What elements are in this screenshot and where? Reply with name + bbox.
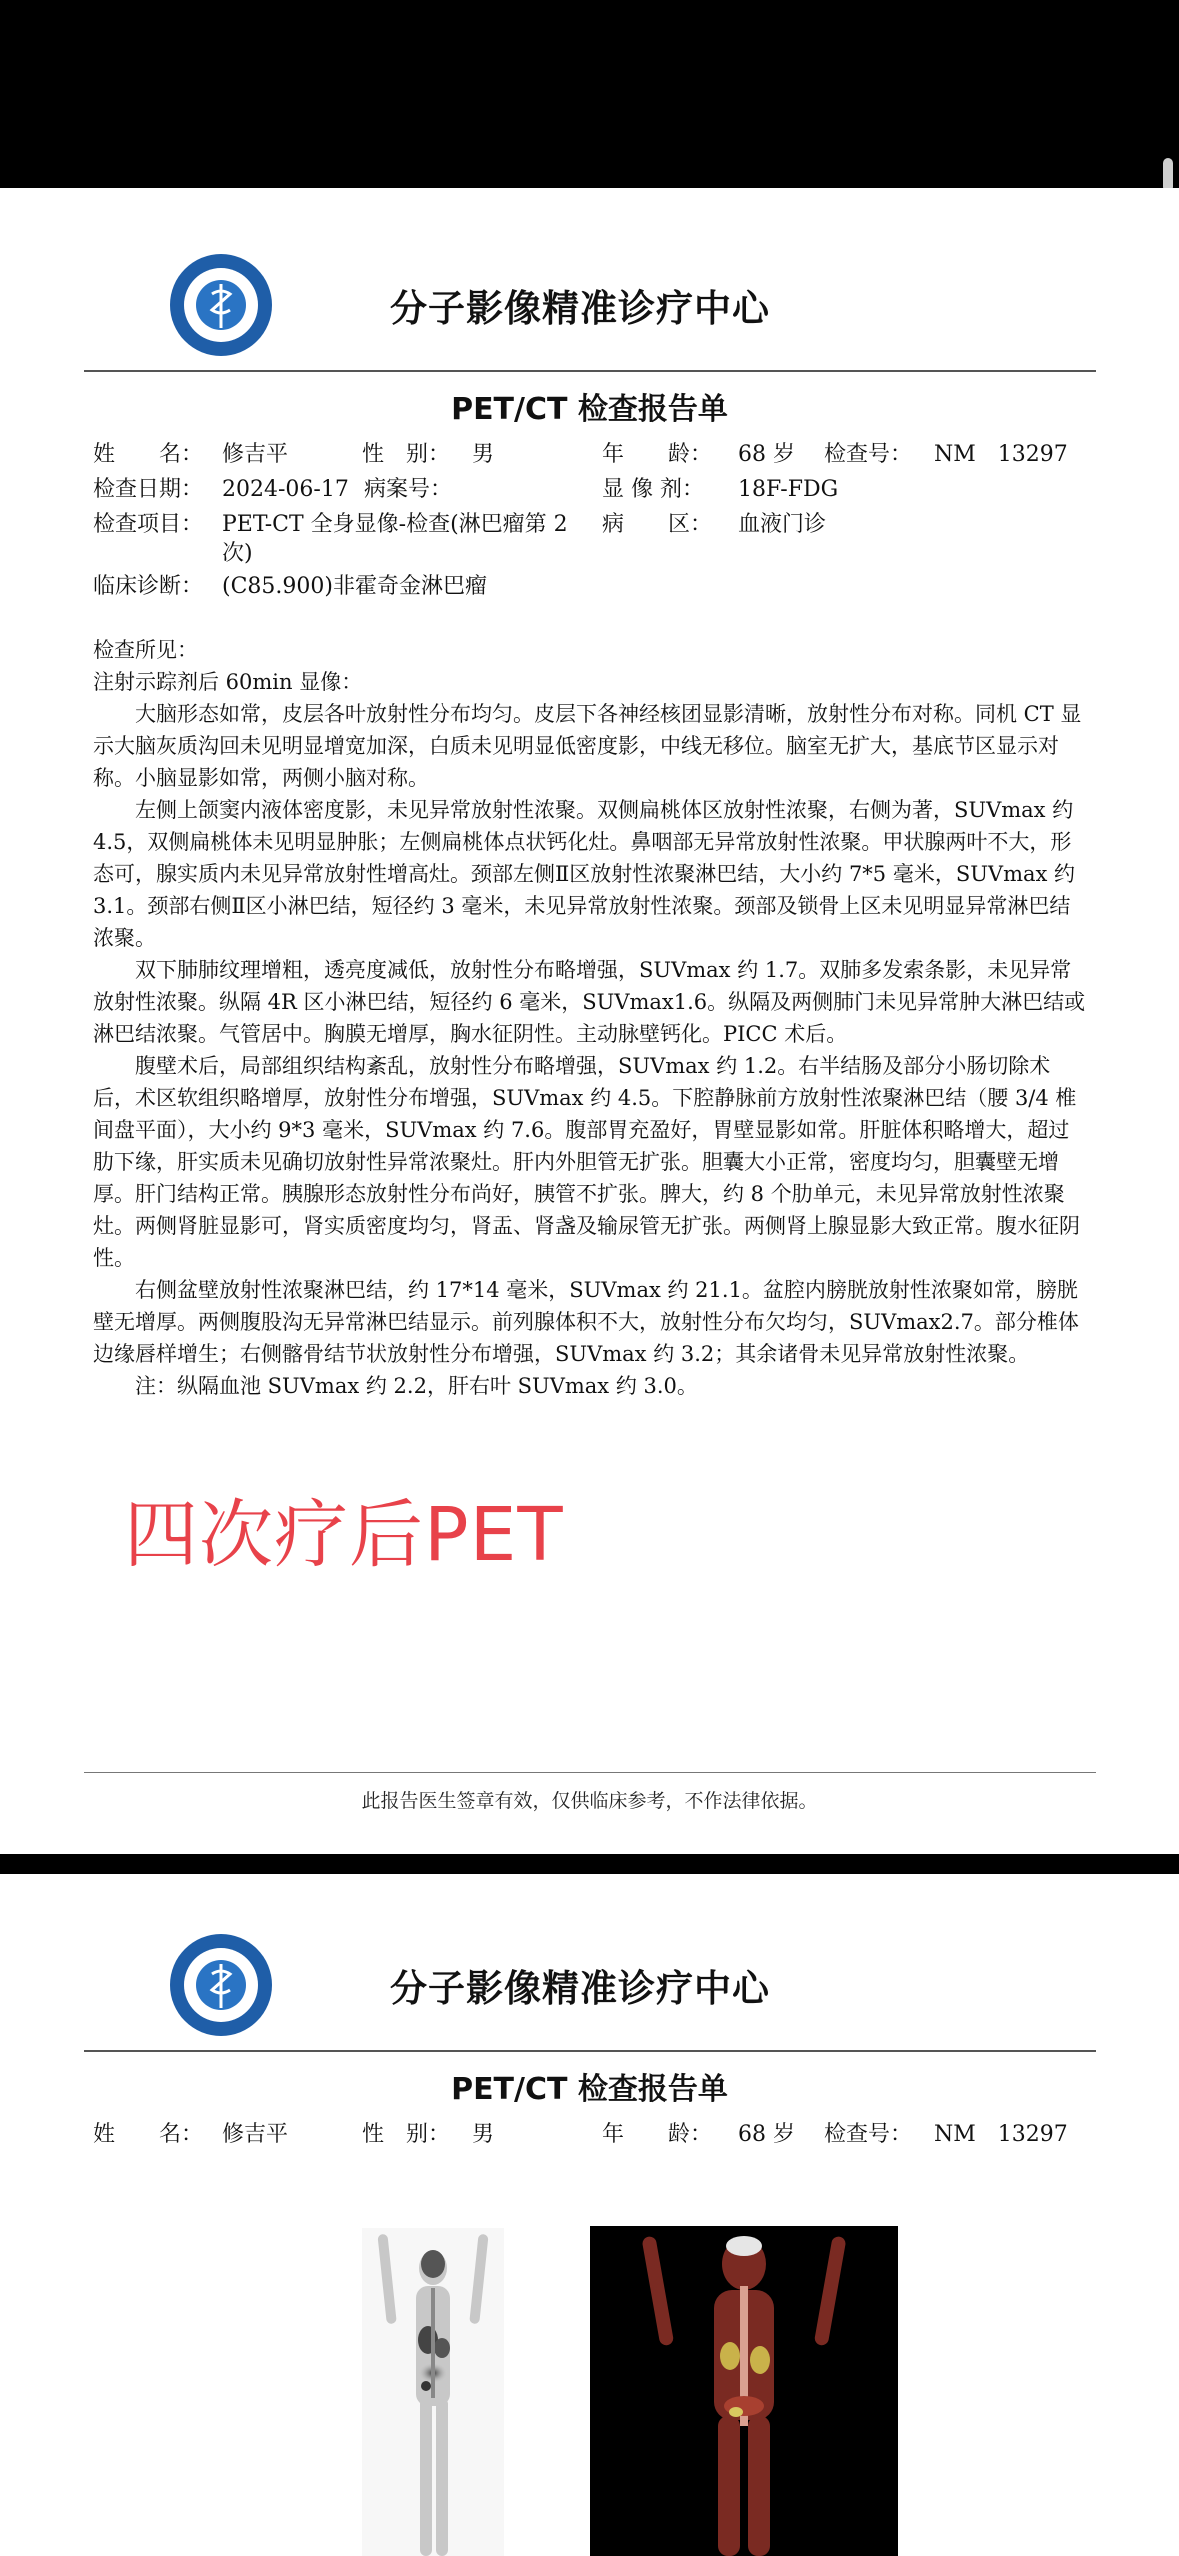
exam-date-label: 检查日期： [93,477,204,502]
patient-name: 修吉平 [222,442,289,467]
findings-paragraph-pelvis: 右侧盆壁放射性浓聚淋巴结，约 17*14 毫米，SUVmax 约 21.1。盆腔内膀胱放射性浓聚如常，膀胱壁无增厚。两侧腹股沟无异常淋巴结显示。前列腺体积不大，放射性分布欠均匀，SUVmax2.7。部分椎体边缘唇样增生；右侧髂骨结节状放射性分布增强，SUVmax 约 3.2；其余诸骨未见异常放射性浓聚。 [93,1278,1079,1366]
exam-item-label: 检查项目： [93,512,204,537]
patient-sex: 男 [472,2122,495,2147]
exam-no: NM 13297 [934,2122,1068,2147]
ward: 血液门诊 [738,512,827,537]
handwritten-annotation: 四次疗后PET [124,1492,564,1578]
patient-name: 修吉平 [222,2122,289,2147]
findings-title: 检查所见： [93,638,198,662]
imaging-agent: 18F-FDG [738,477,839,502]
footer-disclaimer: 此报告医生签章有效，仅供临床参考，不作法律依据。 [361,1790,818,1812]
report-title: PET/CT 检查报告单 [451,2072,728,2107]
pet-mip-image [362,2228,504,2556]
age-label: 年 龄： [602,2122,713,2147]
name-label: 姓 名： [93,2122,204,2147]
name-label: 姓 名： [93,442,204,467]
record-no-label: 病案号： [364,477,453,502]
findings-paragraph-abdomen: 腹壁术后，局部组织结构紊乱，放射性分布略增强，SUVmax 约 1.2。右半结肠及部分小肠切除术后，术区软组织略增厚，放射性分布增强，SUVmax 约 4.5。下腔静脉前方放射性浓聚淋巴结（腰 3/4 椎间盘平面），大小约 9*3 毫米，SUVmax 约 7.6。腹部胃充盈好，胃壁显影如常。肝脏体积略增大，超过肋下缘，肝实质未见确切放射性异常浓聚灶。肝内外胆管无扩张。胆囊大小正常，密度均匀，胆囊壁无增厚。肝门结构正常。胰腺形态放射性分布尚好，胰管不扩张。脾大，约 8 个肋单元，未见异常放射性浓聚灶。两侧肾脏显影可，肾实质密度均匀，肾盂、肾盏及输尿管无扩张。两侧肾上腺显影大致正常。腹水征阴性。 [93,1054,1080,1270]
report-page-2 [0,1874,1179,2556]
exam-date: 2024-06-17 [222,477,349,502]
sex-label: 性 别： [362,442,451,467]
age-label: 年 龄： [602,442,713,467]
scrollbar-thumb[interactable] [1163,158,1173,192]
patient-sex: 男 [472,442,495,467]
hospital-logo [170,254,272,356]
findings-paragraph-neck: 左侧上颌窦内液体密度影，未见异常放射性浓聚。双侧扁桃体区放射性浓聚，右侧为著，SUVmax 约 4.5，双侧扁桃体未见明显肿胀；左侧扁桃体点状钙化灶。鼻咽部无异常放射性浓聚。甲状腺两叶不大，形态可，腺实质内未见异常放射性增高灶。颈部左侧Ⅱ区放射性浓聚淋巴结，大小约 7*5 毫米，SUVmax 约 3.1。颈部右侧Ⅱ区小淋巴结，短径约 3 毫米，未见异常放射性浓聚。颈部及锁骨上区未见明显异常淋巴结浓聚。 [93,798,1076,950]
header-divider [84,2050,1096,2052]
center-name: 分子影像精准诊疗中心 [390,287,770,330]
findings-note: 注：纵隔血池 SUVmax 约 2.2，肝右叶 SUVmax 约 3.0。 [135,1374,698,1398]
footer-divider [84,1772,1096,1773]
diagnosis: (C85.900)非霍奇金淋巴瘤 [222,574,487,599]
exam-item-line1: PET-CT 全身显像-检查(淋巴瘤第 2 [222,512,568,537]
findings-paragraph-chest: 双下肺肺纹理增粗，透亮度减低，放射性分布略增强，SUVmax 约 1.7。双肺多发索条影，未见异常放射性浓聚。纵隔 4R 区小淋巴结，短径约 6 毫米，SUVmax1.6。纵隔及两侧肺门未见异常肿大淋巴结或淋巴结浓聚。气管居中。胸膜无增厚，胸水征阴性。主动脉壁钙化。PICC 术后。 [93,958,1086,1046]
findings-intro: 注射示踪剂后 60min 显像： [93,670,363,694]
header-divider [84,370,1096,372]
hospital-logo [170,1934,272,2036]
patient-age: 68 岁 [738,442,795,467]
exam-item-line2: 次) [222,541,253,566]
exam-no: NM 13297 [934,442,1068,467]
diagnosis-label: 临床诊断： [93,574,204,599]
exam-no-label: 检查号： [824,442,913,467]
exam-no-label: 检查号： [824,2122,913,2147]
report-page-1 [0,188,1179,1854]
report-title: PET/CT 检查报告单 [451,392,728,427]
pet-ct-fusion-image [590,2226,898,2556]
ward-label: 病 区： [602,512,713,537]
patient-age: 68 岁 [738,2122,795,2147]
imaging-agent-label: 显 像 剂： [602,477,704,502]
findings-paragraph-brain: 大脑形态如常，皮层各叶放射性分布均匀。皮层下各神经核团显影清晰，放射性分布对称。同机 CT 显示大脑灰质沟回未见明显增宽加深，白质未见明显低密度影，中线无移位。脑室无扩大，基底节区显示对称。小脑显影如常，两侧小脑对称。 [93,702,1082,790]
center-name: 分子影像精准诊疗中心 [390,1967,770,2010]
sex-label: 性 别： [362,2122,451,2147]
findings-section [93,634,1089,1402]
